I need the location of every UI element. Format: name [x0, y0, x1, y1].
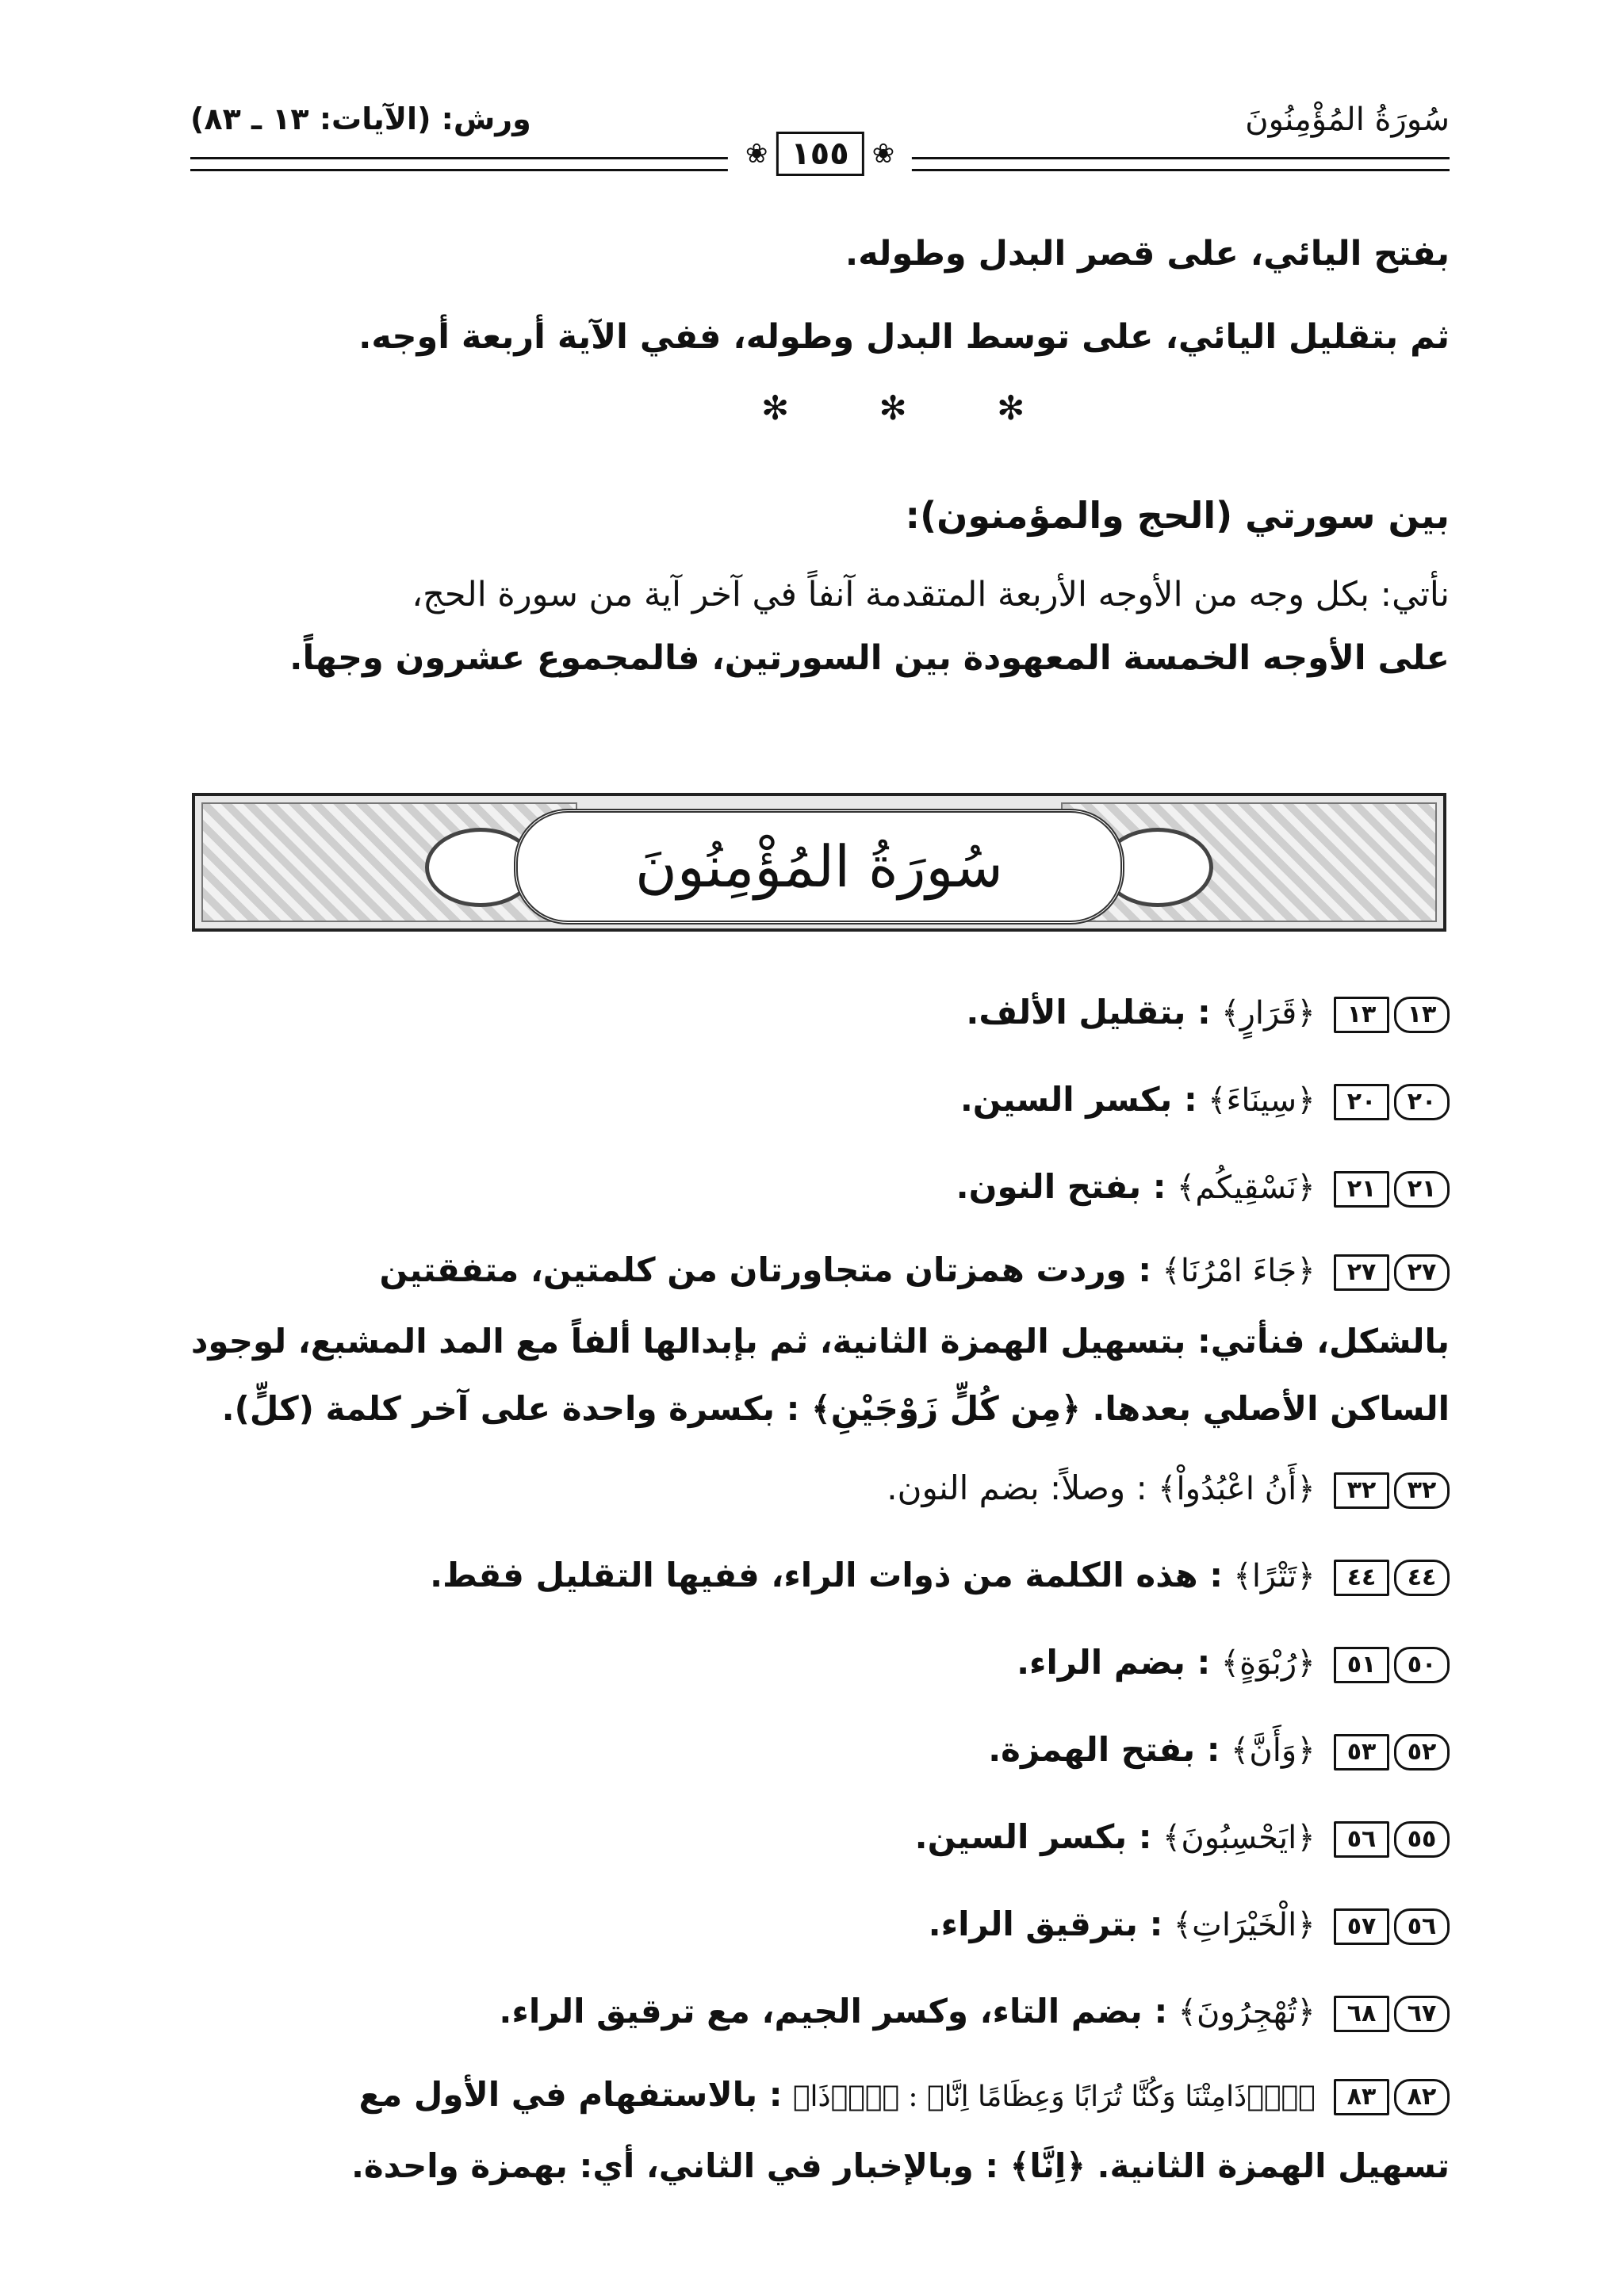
verse-badges [1334, 1084, 1450, 1120]
surah-running-title: سُورَةُ المُؤْمِنُونَ [1245, 101, 1450, 138]
section-heading: بين سورتي (الحج والمؤمنون): [905, 494, 1450, 537]
quran-word: ﴿الْخَيْرَاتِ﴾ [1173, 1907, 1316, 1943]
verse-number-badge: ٥٧ [1334, 1908, 1389, 1945]
ornament-icon: ❀ [745, 138, 768, 170]
entry-text: : بفتح الهمزة. [988, 1730, 1220, 1769]
intro-line-1: بفتح اليائي، على قصر البدل وطوله. [845, 234, 1450, 274]
surah-cartouche [514, 809, 1124, 924]
surah-banner [192, 793, 1446, 932]
quran-word: ﴿تُهْجِرُونَ﴾ [1178, 1994, 1316, 2031]
intro-line-2: ثم بتقليل اليائي، على توسط البدل وطوله، ففي الآية أربعة أوجه. [358, 317, 1450, 357]
entry-row [187, 1812, 1450, 1862]
quran-word: ﴿رُبْوَةٍ﴾ [1220, 1645, 1316, 1682]
entry-row [187, 1899, 1450, 1950]
verse-number-badge: ٢٧ [1334, 1254, 1389, 1291]
verse-badges [1334, 1560, 1450, 1596]
entry-row [187, 1725, 1450, 1775]
entry-row [187, 1550, 1450, 1601]
entry-text: : بكسر السين. [914, 1817, 1152, 1856]
verse-number-badge: ٣٢ [1334, 1472, 1389, 1509]
verse-badges [1334, 1734, 1450, 1770]
entry-text: : بترقيق الراء. [928, 1904, 1163, 1943]
quran-word: ﴿أَنُ اعْبُدُواْ﴾ [1158, 1471, 1316, 1507]
quran-word: ﴿سِينَاءَ﴾ [1208, 1082, 1316, 1119]
entry-continuation: تسهيل الهمزة الثانية. ﴿اِنَّا﴾ : وبالإخبار في الثاني، أي: بهمزة واحدة. [350, 2146, 1450, 2185]
entry-row [187, 2069, 1450, 2120]
entry-row [187, 1245, 1450, 1296]
entry-text: : بضم الراء. [1017, 1643, 1211, 1682]
entry-text: : وردت همزتان متجاورتان من كلمتين، متفقتين [379, 1250, 1152, 1289]
verse-badges [1334, 997, 1450, 1033]
verse-number-badge: ٥٥ [1394, 1821, 1450, 1858]
page-number: ١٥٥ [776, 132, 864, 176]
entry-text: : هذه الكلمة من ذوات الراء، ففيها التقليل فقط. [430, 1556, 1224, 1594]
entry-text: : وصلاً: بضم النون. [887, 1468, 1147, 1507]
paragraph-line-2: على الأوجه الخمسة المعهودة بين السورتين، فالمجموع عشرون وجهاً. [289, 638, 1450, 678]
quran-word: ﴿قَرَارٍ﴾ [1221, 995, 1316, 1032]
verse-badges [1334, 1908, 1450, 1945]
entry-row [187, 1463, 1450, 1514]
verse-number-badge: ٢٠ [1394, 1084, 1450, 1120]
verse-number-badge: ٤٤ [1394, 1560, 1450, 1596]
ornament-icon: ❀ [871, 138, 895, 170]
verse-number-badge: ٢١ [1334, 1171, 1389, 1208]
page-header [190, 101, 1450, 189]
quran-word: ﴿تَتْرًا﴾ [1233, 1558, 1316, 1594]
entry-text: : بالاستفهام في الأول مع [358, 2075, 783, 2114]
verse-number-badge: ٢٠ [1334, 1084, 1389, 1120]
verse-number-badge: ٥٦ [1334, 1821, 1389, 1858]
verse-badges [1334, 1171, 1450, 1208]
entry-row [187, 1074, 1450, 1125]
verse-number-badge: ٦٧ [1394, 1996, 1450, 2032]
quran-word: ﴿جَاءَ امْرُنَا﴾ [1162, 1253, 1316, 1289]
verse-number-badge: ٤٤ [1334, 1560, 1389, 1596]
verse-number-badge: ٥٢ [1394, 1734, 1450, 1770]
verse-range: ورش: (الآيات: ١٣ ـ ٨٣) [190, 101, 531, 136]
verse-number-badge: ٣٢ [1394, 1472, 1450, 1509]
verse-number-badge: ١٣ [1394, 997, 1450, 1033]
quran-word: ﴿نَسْقِيكُم﴾ [1176, 1169, 1316, 1206]
verse-badges [1334, 1647, 1450, 1683]
entry-text: : بفتح النون. [956, 1167, 1166, 1206]
verse-number-badge: ٥٦ [1394, 1908, 1450, 1945]
page-number-box [728, 132, 912, 176]
entry-row [187, 1986, 1450, 2037]
verse-number-badge: ٨٣ [1334, 2079, 1389, 2115]
entry-continuation: بالشكل، فنأتي: بتسهيل الهمزة الثانية، ثم بإبدالها ألفاً مع المد المشبع، لوجود [190, 1322, 1450, 1361]
separator-stars: ✻ ✻ ✻ [761, 389, 1065, 427]
paragraph-line-1: نأتي: بكل وجه من الأوجه الأربعة المتقدمة آنفاً في آخر آية من سورة الحج، [412, 575, 1450, 614]
entry-text: : بكسر السين. [959, 1080, 1197, 1119]
surah-banner-title: سُورَةُ المُؤْمِنُونَ [634, 833, 1004, 900]
quran-word: ﴿ايَحْسِبُونَ﴾ [1162, 1820, 1316, 1856]
verse-badges [1334, 2079, 1450, 2115]
verse-badges [1334, 1821, 1450, 1858]
entry-row [187, 987, 1450, 1038]
entry-continuation: الساكن الأصلي بعدها. ﴿مِن كُلٍّ زَوْجَيْنِ﴾ : بكسرة واحدة على آخر كلمة (كلٍّ). [221, 1389, 1450, 1428]
verse-number-badge: ٥٠ [1394, 1647, 1450, 1683]
entry-row [187, 1162, 1450, 1212]
verse-number-badge: ٦٨ [1334, 1996, 1389, 2032]
verse-badges [1334, 1254, 1450, 1291]
verse-badges [1334, 1996, 1450, 2032]
verse-number-badge: ٢١ [1394, 1171, 1450, 1208]
entry-text: : بتقليل الألف. [966, 993, 1211, 1032]
verse-number-badge: ٥٣ [1334, 1734, 1389, 1770]
quran-word: ﴿وَأَنَّ﴾ [1230, 1732, 1316, 1769]
entry-row [187, 1637, 1450, 1688]
verse-number-badge: ١٣ [1334, 997, 1389, 1033]
quran-word: ﴿أَ۬ذَامِتْنَا وَكُنَّا تُرَابًا وَعِظَامًا اِنَّا﴾ : ﴿أَ۬ذَا﴾ [792, 2081, 1316, 2113]
verse-number-badge: ٥١ [1334, 1647, 1389, 1683]
verse-number-badge: ٨٢ [1394, 2079, 1450, 2115]
entry-text: : بضم التاء، وكسر الجيم، مع ترقيق الراء. [499, 1992, 1168, 2031]
verse-number-badge: ٢٧ [1394, 1254, 1450, 1291]
verse-badges [1334, 1472, 1450, 1509]
